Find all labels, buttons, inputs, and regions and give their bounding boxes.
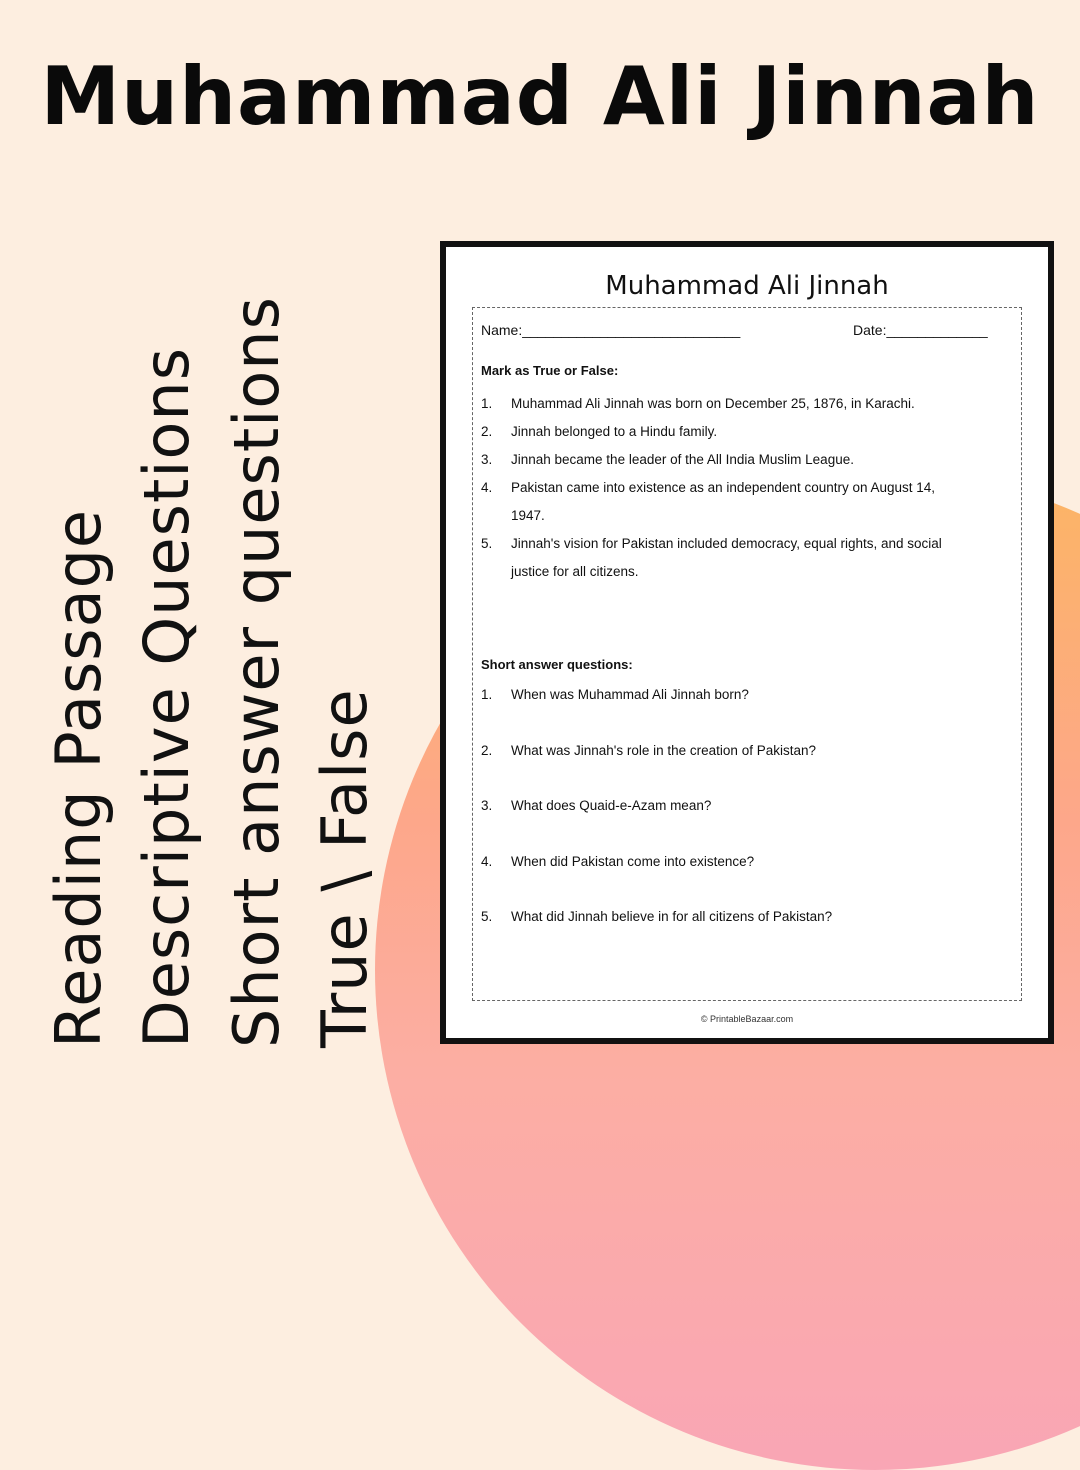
item-text: Muhammad Ali Jinnah was born on December 25, 1876, in Karachi.: [511, 396, 915, 411]
item-number: 4.: [481, 480, 493, 495]
name-field-label: Name:____________________________: [481, 322, 741, 338]
item-number: 5.: [481, 536, 493, 551]
list-item: [481, 796, 961, 816]
list-item: [481, 907, 961, 927]
worksheet-title: Muhammad Ali Jinnah: [605, 271, 889, 301]
list-item: [481, 446, 961, 474]
item-text: Pakistan came into existence as an independent country on August 14, 1947.: [511, 480, 936, 523]
item-number: 1.: [481, 396, 493, 411]
side-label-reading-passage: Reading Passage: [42, 508, 115, 1048]
worksheet-preview: [440, 241, 1054, 1044]
short-answer-list: [481, 685, 961, 963]
item-number: 5.: [481, 909, 493, 924]
item-number: 3.: [481, 798, 493, 813]
page-title: Muhammad Ali Jinnah: [40, 50, 1040, 143]
list-item: [481, 474, 961, 530]
list-item: [481, 530, 961, 586]
worksheet-dashed-frame: [472, 307, 1022, 1001]
side-label-descriptive-questions: Descriptive Questions: [130, 346, 203, 1048]
date-field-label: Date:_____________: [853, 322, 988, 338]
item-text: When did Pakistan come into existence?: [511, 853, 755, 869]
copyright-notice: © PrintableBazaar.com: [700, 1014, 794, 1024]
item-text: What does Quaid-e-Azam mean?: [511, 798, 712, 813]
list-item: [481, 852, 961, 872]
list-item: [481, 390, 961, 418]
list-item: [481, 685, 961, 705]
short-answer-heading: Short answer questions:: [481, 657, 633, 672]
item-number: 4.: [481, 853, 493, 869]
true-false-list: [481, 390, 961, 586]
item-text: What did Jinnah believe in for all citizens of Pakistan?: [511, 909, 833, 924]
item-text: When was Muhammad Ali Jinnah born?: [511, 687, 749, 702]
list-item: [481, 418, 961, 446]
item-number: 3.: [481, 452, 493, 467]
side-label-true-false: True \ False: [308, 688, 381, 1048]
side-label-short-answer: Short answer questions: [220, 296, 293, 1048]
true-false-heading: Mark as True or False:: [481, 363, 619, 378]
item-text: What was Jinnah's role in the creation of Pakistan?: [511, 742, 816, 758]
item-text: Jinnah belonged to a Hindu family.: [511, 424, 718, 439]
item-text: Jinnah became the leader of the All India Muslim League.: [511, 452, 854, 467]
item-text: Jinnah's vision for Pakistan included democracy, equal rights, and social justice for all citizens.: [511, 536, 942, 579]
item-number: 2.: [481, 424, 493, 439]
item-number: 2.: [481, 742, 493, 758]
item-number: 1.: [481, 687, 493, 702]
list-item: [481, 741, 961, 761]
